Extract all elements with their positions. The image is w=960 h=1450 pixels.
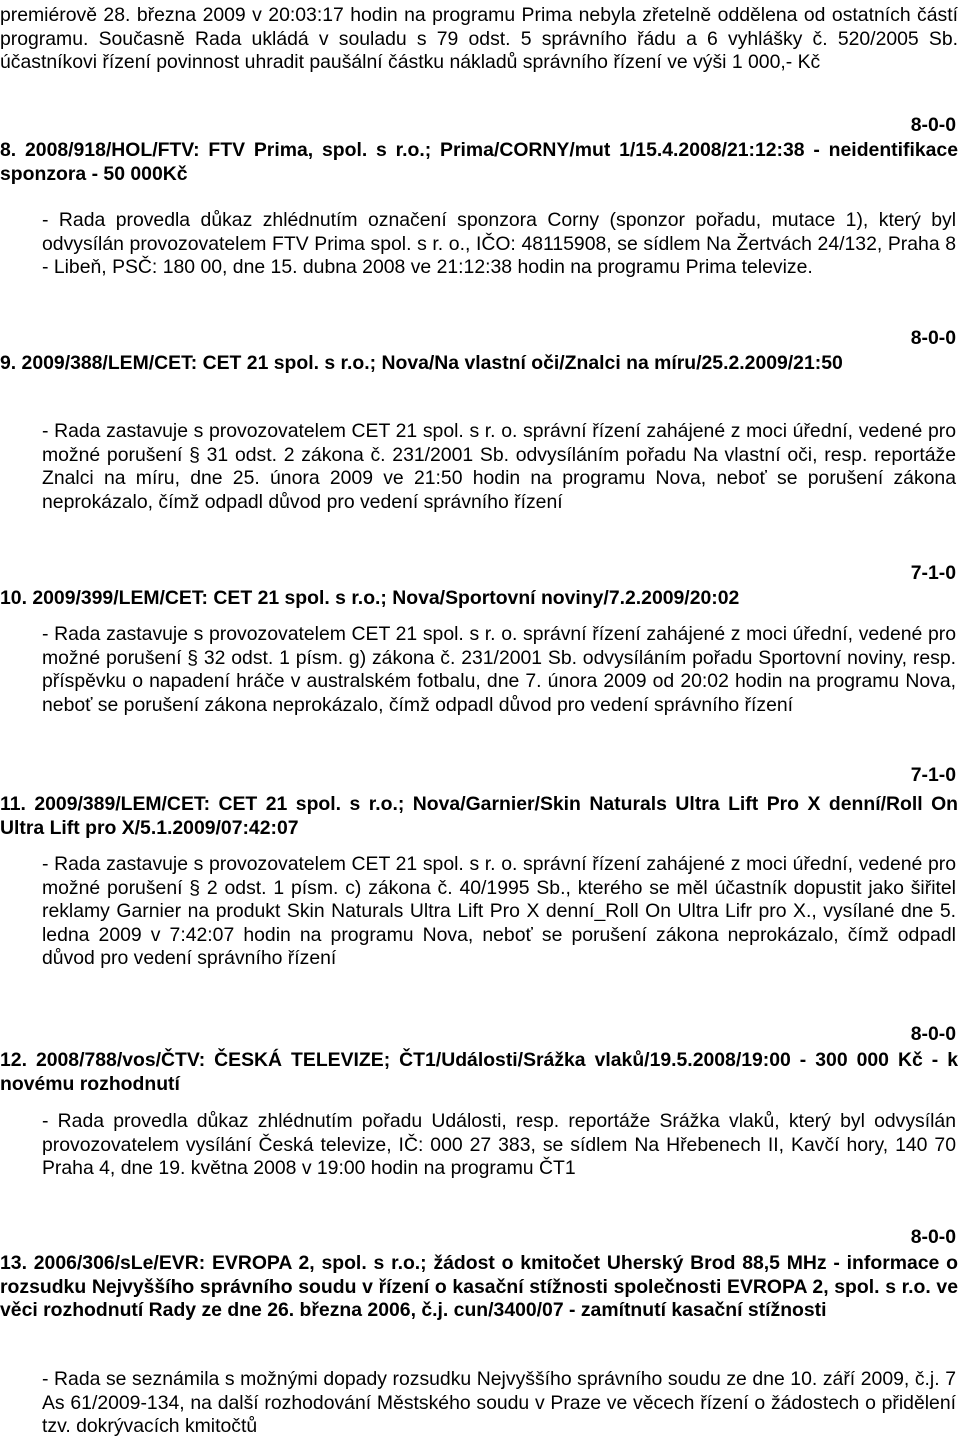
vote-score: 8-0-0 [910,114,956,136]
intro-paragraph: premiérově 28. března 2009 v 20:03:17 hodin na programu Prima nebyla zřetelně oddělena od ostatních částí programu. Současně Rada ukládá v souladu s 79 odst. 5 správního řádu a 6 vyhlášky č. 520/2005 Sb. účastníkovi řízení povinnost uhradit paušální částku nákladů správního řízení ve výši 1 000,- Kč [0,4,958,74]
item-text: - Rada provedla důkaz zhlédnutím označení sponzora Corny (sponzor pořadu, mutace 1), který byl odvysílán provozovatelem FTV Prima spol. s r. o., IČO: 48115908, se sídlem Na Žertvách 24/132, Praha 8 - Libeň, PSČ: 180 00, dne 15. dubna 2008 ve 21:12:38 hodin na programu Prima televize. [42,209,956,279]
vote-score: 7-1-0 [910,562,956,584]
item-text: - Rada zastavuje s provozovatelem CET 21 spol. s r. o. správní řízení zahájené z moci úřední, vedené pro možné porušení § 32 odst. 1 písm. g) zákona č. 231/2001 Sb. odvysíláním pořadu Sportovní noviny, resp. příspěvku o napadení hráče v australském fotbalu, dne 7. února 2009 od 20:02 hodin na programu Nova, neboť se porušení zákona neprokázalo, čímž odpadl důvod pro vedení správního řízení [42,623,956,716]
item-heading: 13. 2006/306/sLe/EVR: EVROPA 2, spol. s r.o.; žádost o kmitočet Uherský Brod 88,5 MHz - informace o rozsudku Nejvyššího správního soudu v řízení o kasační stížnosti společnosti EVROPA 2, spol. s r.o. ve věci rozhodnutí Rady ze dne 26. března 2006, č.j. cun/3400/07 - zamítnutí kasační stížnosti [0,1252,958,1322]
item-text: - Rada provedla důkaz zhlédnutím pořadu Události, resp. reportáže Srážka vlaků, který byl odvysílán provozovatelem vysílání Česká televize, IČ: 000 27 383, se sídlem Na Hřebenech II, Kavčí hory, 140 70 Praha 4, dne 19. května 2008 v 19:00 hodin na programu ČT1 [42,1110,956,1180]
item-heading: 11. 2009/389/LEM/CET: CET 21 spol. s r.o.; Nova/Garnier/Skin Naturals Ultra Lift Pro X denní/Roll On Ultra Lift pro X/5.1.2009/07:42:07 [0,793,958,839]
vote-score: 7-1-0 [910,764,956,786]
item-text: - Rada se seznámila s možnými dopady rozsudku Nejvyššího správního soudu ze dne 10. září 2009, č.j. 7 As 61/2009-134, na další rozhodování Městského soudu v Praze ve věcech řízení o žádostech o přidělení tzv. dokrývacích kmitočtů [42,1368,956,1438]
vote-score: 8-0-0 [910,1023,956,1045]
item-heading: 12. 2008/788/vos/ČTV: ČESKÁ TELEVIZE; ČT1/Události/Srážka vlaků/19.5.2008/19:00 - 300 000 Kč - k novému rozhodnutí [0,1049,958,1095]
item-heading: 10. 2009/399/LEM/CET: CET 21 spol. s r.o.; Nova/Sportovní noviny/7.2.2009/20:02 [0,587,740,609]
item-text: - Rada zastavuje s provozovatelem CET 21 spol. s r. o. správní řízení zahájené z moci úřední, vedené pro možné porušení § 2 odst. 1 písm. c) zákona č. 40/1995 Sb., kterého se měl účastník dopustit jako šiřitel reklamy Garnier na produkt Skin Naturals Ultra Lift Pro X denní_Roll On Ultra Lifr pro X., vysílané dne 5. ledna 2009 v 7:42:07 hodin na programu Nova, neboť se porušení zákona neprokázalo, čímž odpadl důvod pro vedení správního řízení [42,853,956,970]
item-heading: 8. 2008/918/HOL/FTV: FTV Prima, spol. s r.o.; Prima/CORNY/mut 1/15.4.2008/21:12:38 - neidentifikace sponzora - 50 000Kč [0,139,958,185]
item-text: - Rada zastavuje s provozovatelem CET 21 spol. s r. o. správní řízení zahájené z moci úřední, vedené pro možné porušení § 31 odst. 2 zákona č. 231/2001 Sb. odvysíláním pořadu Na vlastní oči, resp. reportáže Znalci na míru, dne 25. února 2009 ve 21:50 hodin na programu Nova, neboť se porušení zákona neprokázalo, čímž odpadl důvod pro vedení správního řízení [42,420,956,513]
vote-score: 8-0-0 [910,1226,956,1248]
item-heading: 9. 2009/388/LEM/CET: CET 21 spol. s r.o.; Nova/Na vlastní oči/Znalci na míru/25.2.2009/21:50 [0,352,843,374]
vote-score: 8-0-0 [910,327,956,349]
